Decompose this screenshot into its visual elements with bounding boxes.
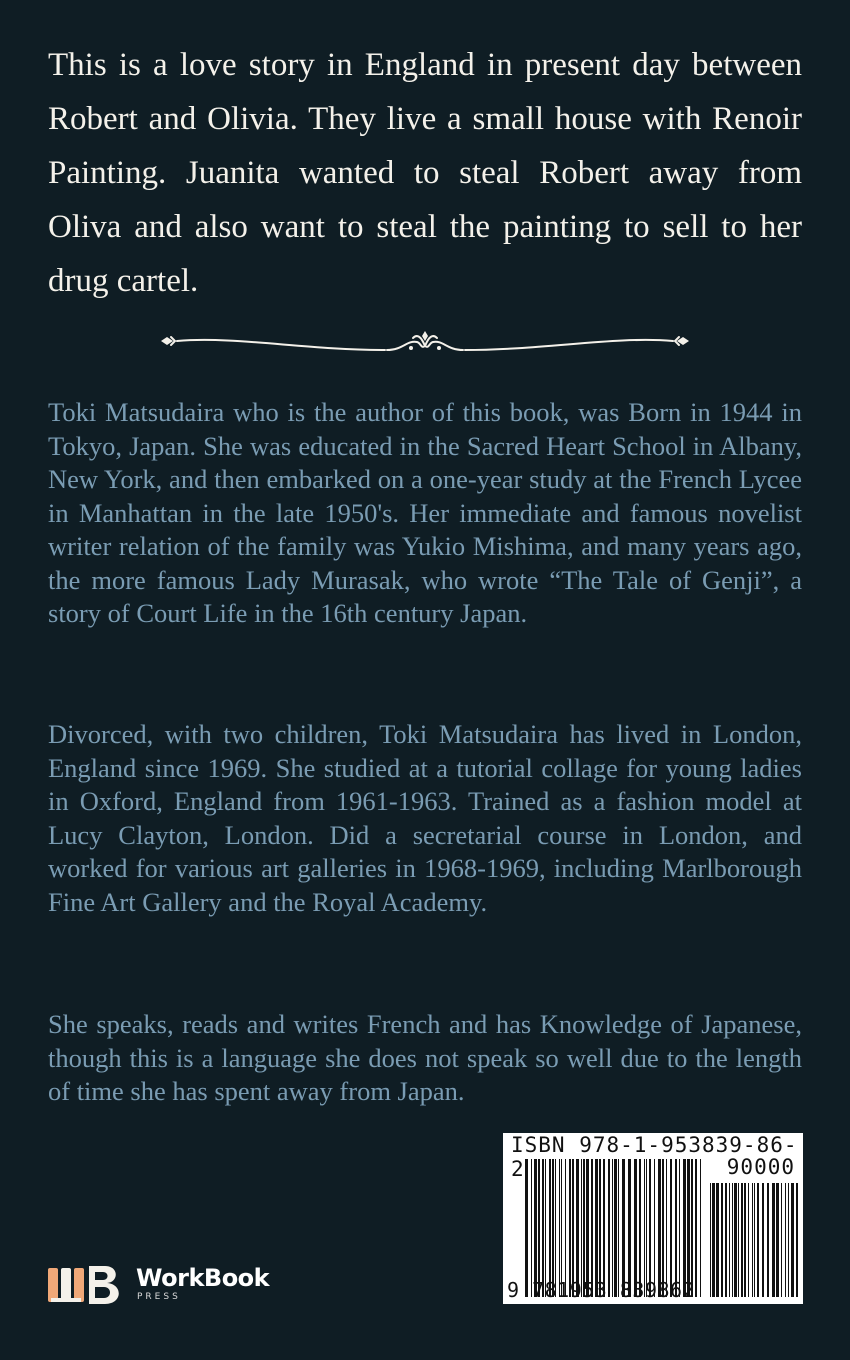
barcode-addon-code: 90000 — [726, 1155, 795, 1179]
blurb-text: This is a love story in England in present day between Robert and Olivia. They live a small house with Renoir Painting. Juanita wanted to steal Robert away from Oliva and also want to steal the painting to sell to her drug cartel. — [48, 47, 802, 299]
isbn-label: ISBN 978-1-953839-86-2 — [511, 1133, 798, 1181]
workbook-press-logo-icon — [47, 1262, 127, 1306]
decorative-divider — [155, 322, 695, 362]
publisher-subtitle: PRESS — [137, 1292, 181, 1302]
barcode-addon-bars — [710, 1183, 798, 1297]
barcode-bars — [525, 1159, 703, 1297]
barcode-digits: 9 781953 839862 — [507, 1278, 696, 1302]
publisher-name: WorkBook — [136, 1264, 270, 1292]
author-bio-paragraph-2: Divorced, with two children, Toki Matsudaira has lived in London, England since 1969. She studied at a tutorial collage for young ladies in Oxford, England from 1961-1963. Trained as a fashion model at Lucy Clayton, London. Did a secretarial course in London, and worked for various art galleries in 1968-1969, including Marlborough Fine Art Gallery and the Royal Academy. — [48, 719, 802, 917]
author-bio-paragraph-1: Toki Matsudaira who is the author of this book, was Born in 1944 in Tokyo, Japan. She was educated in the Sacred Heart School in Albany, New York, and then embarked on a one-year study at the French Lycee in Manhattan in the late 1950's. Her immediate and famous novelist writer relation of the family was Yukio Mishima, and many years ago, the more famous Lady Murasak, who wrote “The Tale of Genji”, a story of Court Life in the 16th century Japan. — [48, 397, 802, 628]
isbn-barcode — [503, 1133, 803, 1304]
author-bio-paragraph-3: She speaks, reads and writes French and has Knowledge of Japanese, though this is a language she does not speak so well due to the length of time she has spent away from Japan. — [48, 1009, 802, 1106]
